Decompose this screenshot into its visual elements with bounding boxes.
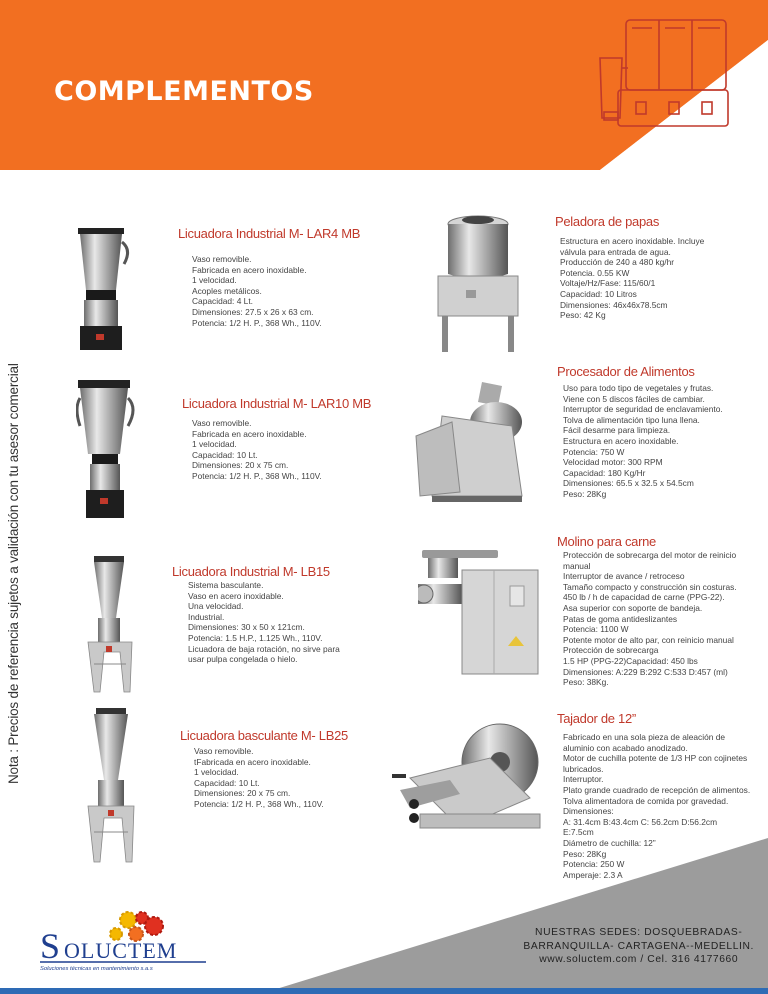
product-title-lb15: Licuadora Industrial M- LB15	[172, 564, 330, 579]
spec-line: Interruptor de seguridad de enclavamiento.	[563, 404, 723, 415]
spec-line: Estructura en acero inoxidable. Incluye	[560, 236, 705, 246]
juice-dispenser-icon	[592, 14, 730, 132]
spec-line: lubricados.	[563, 763, 604, 774]
meat-slicer-image	[390, 718, 550, 836]
spec-line: manual	[563, 560, 591, 571]
spec-line: Potencia: 1/2 H. P., 368 Wh., 110V.	[192, 317, 322, 328]
spec-line: Viene con 5 discos fáciles de cambiar.	[563, 393, 705, 404]
spec-line: Potente motor de alto par, con reinicio manual	[563, 634, 734, 645]
product-title-lar4: Licuadora Industrial M- LAR4 MB	[178, 226, 361, 241]
spec-line: Protección de sobrecarga del motor de reinicio	[563, 550, 737, 560]
spec-line: Capacidad: 10 Lt.	[192, 449, 258, 460]
blender-lar4-image	[72, 224, 134, 354]
spec-line: Voltaje/Hz/Fase: 115/60/1	[560, 278, 656, 289]
spec-line: Tamaño compacto y construcción sin costuras.	[563, 581, 737, 592]
spec-line: Dimensiones:	[563, 806, 614, 817]
spec-line: Dimensiones: 30 x 50 x 121cm.	[188, 622, 305, 633]
bottom-accent-bar	[0, 988, 768, 994]
spec-line: Uso para todo tipo de vegetales y frutas.	[563, 383, 714, 393]
spec-line: Capacidad: 180 Kg/Hr	[563, 467, 646, 478]
spec-line: Producción de 240 a 480 kg/hr	[560, 257, 675, 268]
product-specs-processor	[563, 383, 723, 500]
product-specs-lar4	[192, 254, 322, 328]
svg-text:S: S	[40, 926, 61, 966]
spec-line: Plato grande cuadrado de recepción de alimentos.	[563, 784, 751, 795]
spec-line: Potencia. 0.55 KW	[560, 267, 630, 278]
spec-line: Peso: 42 Kg	[560, 310, 606, 321]
spec-line: 1 velocidad.	[194, 767, 239, 778]
spec-line: Licuadora de baja rotación, no sirve para	[188, 643, 340, 654]
spec-line: usar pulpa congelada o hielo.	[188, 654, 298, 665]
spec-line: Tolva de alimentación tipo luna llena.	[563, 414, 700, 425]
product-title-peeler: Peladora de papas	[555, 214, 660, 229]
spec-line: 1 velocidad.	[192, 439, 237, 450]
product-title-processor: Procesador de Alimentos	[557, 364, 695, 379]
spec-line: Una velocidad.	[188, 601, 244, 612]
spec-line: Fabricado en una sola pieza de aleación de	[563, 732, 726, 742]
blender-lar10-image	[76, 376, 138, 524]
potato-peeler-image	[432, 206, 524, 356]
spec-line: Peso: 28Kg	[563, 488, 607, 499]
spec-line: Potencia: 250 W	[563, 859, 625, 870]
spec-line: Potencia: 750 W	[563, 446, 625, 457]
spec-line: Estructura en acero inoxidable.	[563, 435, 679, 446]
spec-line: Protección de sobrecarga	[563, 645, 659, 656]
food-processor-image	[412, 376, 538, 506]
spec-line: Potencia: 1.5 H.P., 1.125 Wh., 110V.	[188, 632, 323, 643]
spec-line: Dimensiones: 20 x 75 cm.	[192, 460, 289, 471]
footer-contact	[523, 926, 754, 967]
spec-line: Potencia: 1/2 H. P., 368 Wh., 110V.	[192, 470, 322, 481]
soluctem-logo	[36, 906, 232, 976]
spec-line: Fácil desarme para limpieza.	[563, 425, 671, 436]
spec-line: Asa superior con soporte de bandeja.	[563, 602, 703, 613]
product-specs-grinder	[563, 550, 737, 688]
spec-line: Dimensiones: 65.5 x 32.5 x 54.5cm	[563, 478, 694, 489]
spec-line: Peso: 28Kg	[563, 848, 607, 859]
spec-line: Capacidad: 4 Lt.	[192, 296, 253, 307]
spec-line: tFabricada en acero inoxidable.	[194, 756, 311, 767]
spec-line: Motor de cuchilla potente de 1/3 HP con cojinetes	[563, 753, 748, 764]
spec-line: Dimensiones: 20 x 75 cm.	[194, 788, 291, 799]
spec-line: Fabricada en acero inoxidable.	[192, 264, 307, 275]
spec-line: Fabricada en acero inoxidable.	[192, 428, 307, 439]
spec-line: Dimensiones: 46x46x78.5cm	[560, 299, 668, 310]
spec-line: 1 velocidad.	[192, 275, 237, 286]
page-title: COMPLEMENTOS	[54, 76, 314, 107]
spec-line: Vaso removible.	[194, 746, 254, 756]
meat-grinder-image	[418, 546, 544, 678]
spec-line: Peso: 38Kg.	[563, 677, 609, 688]
product-title-grinder: Molino para carne	[557, 534, 656, 549]
spec-line: Dimensiones: A:229 B:292 C:533 D:457 (ml)	[563, 666, 728, 677]
spec-line: Vaso removible.	[192, 418, 252, 428]
product-specs-lb25	[194, 746, 324, 810]
spec-line: Capacidad: 10 Litros	[560, 288, 637, 299]
spec-line: Acoples metálicos.	[192, 285, 262, 296]
spec-line: 1.5 HP (PPG-22)Capacidad: 450 lbs	[563, 655, 698, 666]
svg-text:Soluciones técnicas en manteni: Soluciones técnicas en mantenimiento s.a.s	[40, 966, 153, 972]
spec-line: Vaso removible.	[192, 254, 252, 264]
spec-line: aluminio con acabado anodizado.	[563, 742, 688, 753]
product-title-lar10: Licuadora Industrial M- LAR10 MB	[182, 396, 372, 411]
product-specs-lar10	[192, 418, 322, 482]
footer-line-3: www.soluctem.com / Cel. 316 4177660	[539, 954, 739, 965]
product-specs-lb15	[188, 580, 340, 665]
spec-line: Potencia: 1/2 H. P., 368 Wh., 110V.	[194, 798, 324, 809]
spec-line: Dimensiones: 27.5 x 26 x 63 cm.	[192, 306, 314, 317]
svg-text:OLUCTEM: OLUCTEM	[64, 938, 178, 963]
spec-line: A: 31.4cm B:43.4cm C: 56.2cm D:56.2cm	[563, 816, 718, 827]
spec-line: E:7.5cm	[563, 827, 594, 838]
spec-line: Interruptor de avance / retroceso	[563, 571, 685, 582]
product-specs-peeler	[560, 236, 704, 321]
product-title-slicer: Tajador de 12”	[557, 711, 636, 726]
footer-line-2: BARRANQUILLA- CARTAGENA--MEDELLIN.	[523, 940, 754, 952]
spec-line: Potencia: 1100 W	[563, 624, 629, 635]
spec-line: Industrial.	[188, 611, 225, 622]
disclaimer-note: Nota : Precios de referencia sujetos a validación con tu asesor comercial	[6, 363, 21, 784]
spec-line: Velocidad motor: 300 RPM	[563, 457, 663, 468]
spec-line: Sistema basculante.	[188, 580, 264, 590]
spec-line: Amperaje: 2.3 A	[563, 869, 623, 880]
spec-line: Capacidad: 10 Lt.	[194, 777, 260, 788]
spec-line: Interruptor.	[563, 774, 604, 785]
spec-line: válvula para entrada de agua.	[560, 246, 671, 257]
footer-line-1: NUESTRAS SEDES: DOSQUEBRADAS-	[535, 927, 743, 938]
product-title-lb25: Licuadora basculante M- LB25	[180, 728, 348, 743]
spec-line: 450 lb / h de capacidad de carne (PPG-22).	[563, 592, 725, 603]
spec-line: Vaso en acero inoxidable.	[188, 590, 284, 601]
blender-lb15-image	[84, 554, 136, 694]
spec-line: Tolva alimentadora de comida por gravedad.	[563, 795, 729, 806]
spec-line: Patas de goma antideslizantes	[563, 613, 678, 624]
spec-line: Diámetro de cuchilla: 12”	[563, 837, 656, 848]
